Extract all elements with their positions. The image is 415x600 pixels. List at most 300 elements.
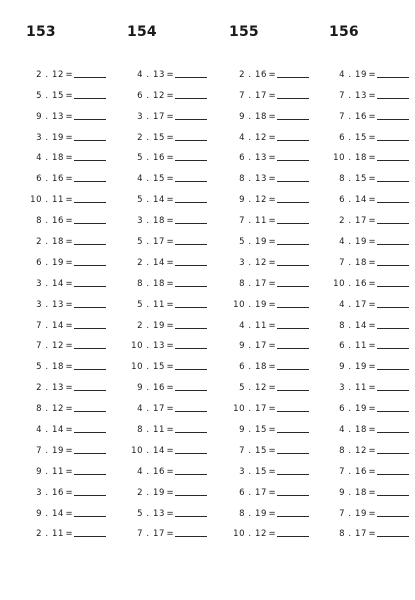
multiplication-expression: 5 . 17: [137, 237, 165, 248]
answer-blank[interactable]: [175, 368, 207, 370]
equals-sign: =: [368, 216, 376, 227]
answer-blank[interactable]: [175, 327, 207, 329]
equals-sign: =: [166, 383, 174, 394]
equals-sign: =: [268, 466, 276, 477]
problem-row: [121, 310, 213, 331]
multiplication-expression: 3 . 13: [36, 299, 64, 310]
problem-row: [121, 414, 213, 435]
answer-blank[interactable]: [377, 389, 409, 391]
equals-sign: =: [368, 487, 376, 498]
answer-blank[interactable]: [377, 139, 409, 141]
equals-sign: =: [65, 174, 73, 185]
multiplication-expression: 4 . 17: [137, 404, 165, 415]
multiplication-expression: 6 . 13: [239, 153, 267, 164]
answer-blank[interactable]: [74, 118, 106, 120]
equals-sign: =: [268, 508, 276, 519]
problem-list: [223, 59, 315, 539]
exercise-column-156: [323, 22, 415, 539]
equals-sign: =: [268, 445, 276, 456]
problem-row: [323, 143, 415, 164]
answer-blank[interactable]: [377, 118, 409, 120]
equals-sign: =: [65, 425, 73, 436]
multiplication-expression: 6 . 18: [239, 362, 267, 373]
answer-blank[interactable]: [377, 452, 409, 454]
multiplication-expression: 9 . 19: [339, 362, 367, 373]
equals-sign: =: [268, 529, 276, 540]
equals-sign: =: [166, 425, 174, 436]
problem-row: [121, 351, 213, 372]
answer-blank[interactable]: [74, 76, 106, 78]
problem-row: [20, 310, 112, 331]
problem-row: [20, 247, 112, 268]
answer-blank[interactable]: [175, 201, 207, 203]
problem-row: [121, 247, 213, 268]
multiplication-expression: 5 . 16: [137, 153, 165, 164]
problem-row: [121, 163, 213, 184]
multiplication-expression: 4 . 19: [339, 69, 367, 80]
answer-blank[interactable]: [277, 347, 309, 349]
answer-blank[interactable]: [175, 535, 207, 537]
multiplication-expression: 4 . 18: [36, 153, 64, 164]
equals-sign: =: [166, 69, 174, 80]
equals-sign: =: [268, 362, 276, 373]
problem-row: [20, 393, 112, 414]
multiplication-expression: 2 . 16: [239, 69, 267, 80]
answer-blank[interactable]: [74, 264, 106, 266]
multiplication-expression: 8 . 19: [239, 508, 267, 519]
equals-sign: =: [268, 195, 276, 206]
answer-blank[interactable]: [175, 494, 207, 496]
multiplication-expression: 10 . 12: [233, 529, 267, 540]
answer-blank[interactable]: [74, 180, 106, 182]
equals-sign: =: [166, 466, 174, 477]
problem-row: [323, 414, 415, 435]
problem-row: [20, 351, 112, 372]
answer-blank[interactable]: [74, 431, 106, 433]
problem-row: [223, 435, 315, 456]
answer-blank[interactable]: [377, 264, 409, 266]
answer-blank[interactable]: [277, 243, 309, 245]
answer-blank[interactable]: [175, 285, 207, 287]
problem-row: [323, 184, 415, 205]
exercise-number: 153: [26, 24, 56, 40]
answer-blank[interactable]: [377, 473, 409, 475]
problem-row: [20, 80, 112, 101]
answer-blank[interactable]: [74, 306, 106, 308]
answer-blank[interactable]: [74, 535, 106, 537]
answer-blank[interactable]: [175, 264, 207, 266]
equals-sign: =: [65, 341, 73, 352]
answer-blank[interactable]: [74, 347, 106, 349]
equals-sign: =: [368, 362, 376, 373]
answer-blank[interactable]: [277, 473, 309, 475]
multiplication-expression: 9 . 18: [239, 111, 267, 122]
multiplication-expression: 7 . 19: [36, 445, 64, 456]
problem-row: [223, 414, 315, 435]
equals-sign: =: [368, 132, 376, 143]
answer-blank[interactable]: [175, 97, 207, 99]
problem-row: [223, 226, 315, 247]
problem-row: [323, 122, 415, 143]
multiplication-expression: 8 . 13: [239, 174, 267, 185]
equals-sign: =: [166, 445, 174, 456]
answer-blank[interactable]: [377, 97, 409, 99]
multiplication-expression: 6 . 19: [339, 404, 367, 415]
answer-blank[interactable]: [175, 159, 207, 161]
problem-row: [323, 205, 415, 226]
answer-blank[interactable]: [74, 97, 106, 99]
answer-blank[interactable]: [175, 222, 207, 224]
answer-blank[interactable]: [377, 285, 409, 287]
answer-blank[interactable]: [175, 243, 207, 245]
answer-blank[interactable]: [175, 118, 207, 120]
equals-sign: =: [166, 508, 174, 519]
answer-blank[interactable]: [277, 410, 309, 412]
answer-blank[interactable]: [74, 494, 106, 496]
answer-blank[interactable]: [175, 473, 207, 475]
answer-blank[interactable]: [175, 306, 207, 308]
answer-blank[interactable]: [74, 201, 106, 203]
answer-blank[interactable]: [377, 243, 409, 245]
problem-row: [20, 477, 112, 498]
multiplication-expression: 2 . 17: [339, 216, 367, 227]
problem-row: [121, 498, 213, 519]
answer-blank[interactable]: [74, 285, 106, 287]
problem-row: [20, 122, 112, 143]
problem-row: [121, 80, 213, 101]
problem-row: [323, 393, 415, 414]
answer-blank[interactable]: [175, 139, 207, 141]
multiplication-expression: 8 . 12: [339, 445, 367, 456]
answer-blank[interactable]: [277, 494, 309, 496]
answer-blank[interactable]: [175, 347, 207, 349]
multiplication-expression: 7 . 19: [339, 508, 367, 519]
equals-sign: =: [166, 404, 174, 415]
problem-row: [323, 163, 415, 184]
equals-sign: =: [368, 299, 376, 310]
equals-sign: =: [268, 404, 276, 415]
equals-sign: =: [65, 216, 73, 227]
answer-blank[interactable]: [377, 494, 409, 496]
problem-row: [323, 498, 415, 519]
multiplication-expression: 2 . 13: [36, 383, 64, 394]
equals-sign: =: [268, 153, 276, 164]
equals-sign: =: [368, 404, 376, 415]
answer-blank[interactable]: [74, 368, 106, 370]
equals-sign: =: [368, 90, 376, 101]
problem-row: [223, 122, 315, 143]
multiplication-expression: 7 . 17: [239, 90, 267, 101]
equals-sign: =: [268, 216, 276, 227]
multiplication-expression: 2 . 15: [137, 132, 165, 143]
multiplication-expression: 10 . 13: [131, 341, 165, 352]
multiplication-expression: 3 . 17: [137, 111, 165, 122]
problem-row: [20, 414, 112, 435]
answer-blank[interactable]: [377, 368, 409, 370]
answer-blank[interactable]: [377, 159, 409, 161]
answer-blank[interactable]: [277, 431, 309, 433]
problem-row: [121, 101, 213, 122]
multiplication-expression: 8 . 18: [137, 278, 165, 289]
problem-row: [223, 101, 315, 122]
equals-sign: =: [166, 174, 174, 185]
multiplication-expression: 10 . 19: [233, 299, 267, 310]
problem-row: [223, 143, 315, 164]
problem-row: [323, 372, 415, 393]
problem-row: [121, 289, 213, 310]
equals-sign: =: [268, 237, 276, 248]
multiplication-expression: 5 . 14: [137, 195, 165, 206]
answer-blank[interactable]: [277, 76, 309, 78]
answer-blank[interactable]: [277, 159, 309, 161]
problem-list: [121, 59, 213, 539]
equals-sign: =: [65, 445, 73, 456]
multiplication-expression: 2 . 18: [36, 237, 64, 248]
problem-row: [323, 331, 415, 352]
multiplication-expression: 6 . 19: [36, 257, 64, 268]
problem-row: [20, 331, 112, 352]
answer-blank[interactable]: [377, 431, 409, 433]
answer-blank[interactable]: [277, 118, 309, 120]
equals-sign: =: [166, 299, 174, 310]
problem-row: [223, 80, 315, 101]
exercise-column-155: [223, 22, 315, 539]
equals-sign: =: [65, 404, 73, 415]
answer-blank[interactable]: [74, 515, 106, 517]
problem-row: [121, 205, 213, 226]
multiplication-expression: 10 . 18: [333, 153, 367, 164]
multiplication-expression: 3 . 12: [239, 257, 267, 268]
answer-blank[interactable]: [377, 347, 409, 349]
problem-row: [20, 435, 112, 456]
problem-row: [223, 351, 315, 372]
equals-sign: =: [166, 362, 174, 373]
multiplication-expression: 7 . 14: [36, 320, 64, 331]
multiplication-expression: 3 . 16: [36, 487, 64, 498]
answer-blank[interactable]: [277, 201, 309, 203]
multiplication-expression: 8 . 17: [339, 529, 367, 540]
problem-row: [323, 247, 415, 268]
problem-row: [223, 205, 315, 226]
exercise-number: 154: [127, 24, 157, 40]
multiplication-expression: 8 . 15: [339, 174, 367, 185]
equals-sign: =: [268, 111, 276, 122]
equals-sign: =: [268, 90, 276, 101]
equals-sign: =: [368, 69, 376, 80]
equals-sign: =: [268, 425, 276, 436]
answer-blank[interactable]: [277, 264, 309, 266]
problem-row: [121, 435, 213, 456]
multiplication-expression: 8 . 12: [36, 404, 64, 415]
problem-row: [323, 101, 415, 122]
problem-row: [121, 59, 213, 80]
answer-blank[interactable]: [277, 222, 309, 224]
equals-sign: =: [166, 195, 174, 206]
multiplication-expression: 3 . 18: [137, 216, 165, 227]
multiplication-expression: 5 . 15: [36, 90, 64, 101]
answer-blank[interactable]: [74, 327, 106, 329]
problem-row: [121, 268, 213, 289]
answer-blank[interactable]: [74, 410, 106, 412]
problem-row: [20, 498, 112, 519]
problem-row: [121, 393, 213, 414]
problem-row: [323, 477, 415, 498]
problem-row: [323, 268, 415, 289]
multiplication-expression: 10 . 15: [131, 362, 165, 373]
answer-blank[interactable]: [74, 452, 106, 454]
answer-blank[interactable]: [377, 201, 409, 203]
equals-sign: =: [65, 487, 73, 498]
equals-sign: =: [268, 341, 276, 352]
multiplication-expression: 7 . 17: [137, 529, 165, 540]
answer-blank[interactable]: [175, 431, 207, 433]
equals-sign: =: [368, 257, 376, 268]
multiplication-expression: 8 . 16: [36, 216, 64, 227]
equals-sign: =: [65, 383, 73, 394]
answer-blank[interactable]: [277, 368, 309, 370]
problem-row: [20, 456, 112, 477]
answer-blank[interactable]: [175, 180, 207, 182]
problem-row: [121, 143, 213, 164]
answer-blank[interactable]: [74, 473, 106, 475]
answer-blank[interactable]: [175, 389, 207, 391]
answer-blank[interactable]: [277, 327, 309, 329]
answer-blank[interactable]: [377, 180, 409, 182]
problem-row: [223, 393, 315, 414]
multiplication-expression: 4 . 13: [137, 69, 165, 80]
equals-sign: =: [268, 487, 276, 498]
problem-row: [20, 289, 112, 310]
multiplication-expression: 9 . 18: [339, 487, 367, 498]
multiplication-expression: 6 . 11: [339, 341, 367, 352]
multiplication-expression: 10 . 11: [30, 195, 64, 206]
answer-blank[interactable]: [277, 97, 309, 99]
answer-blank[interactable]: [377, 306, 409, 308]
equals-sign: =: [368, 341, 376, 352]
equals-sign: =: [65, 466, 73, 477]
answer-blank[interactable]: [175, 410, 207, 412]
answer-blank[interactable]: [377, 535, 409, 537]
equals-sign: =: [368, 174, 376, 185]
multiplication-expression: 6 . 16: [36, 174, 64, 185]
multiplication-expression: 2 . 14: [137, 257, 165, 268]
problem-row: [323, 310, 415, 331]
equals-sign: =: [166, 529, 174, 540]
answer-blank[interactable]: [377, 327, 409, 329]
answer-blank[interactable]: [74, 389, 106, 391]
multiplication-expression: 9 . 16: [137, 383, 165, 394]
answer-blank[interactable]: [175, 452, 207, 454]
answer-blank[interactable]: [377, 222, 409, 224]
problem-row: [121, 184, 213, 205]
problem-row: [323, 435, 415, 456]
answer-blank[interactable]: [277, 389, 309, 391]
equals-sign: =: [65, 362, 73, 373]
multiplication-expression: 7 . 15: [239, 445, 267, 456]
problem-row: [223, 289, 315, 310]
problem-row: [323, 226, 415, 247]
multiplication-expression: 9 . 11: [36, 466, 64, 477]
equals-sign: =: [166, 132, 174, 143]
answer-blank[interactable]: [277, 515, 309, 517]
exercise-number: 156: [329, 24, 359, 40]
answer-blank[interactable]: [175, 515, 207, 517]
multiplication-expression: 9 . 12: [239, 195, 267, 206]
multiplication-expression: 7 . 16: [339, 466, 367, 477]
answer-blank[interactable]: [377, 410, 409, 412]
answer-blank[interactable]: [377, 515, 409, 517]
equals-sign: =: [65, 132, 73, 143]
problem-row: [223, 477, 315, 498]
equals-sign: =: [368, 237, 376, 248]
multiplication-expression: 6 . 15: [339, 132, 367, 143]
equals-sign: =: [65, 90, 73, 101]
equals-sign: =: [65, 257, 73, 268]
problem-row: [223, 498, 315, 519]
answer-blank[interactable]: [277, 306, 309, 308]
problem-row: [20, 226, 112, 247]
problem-row: [121, 372, 213, 393]
multiplication-expression: 5 . 12: [239, 383, 267, 394]
problem-row: [223, 163, 315, 184]
answer-blank[interactable]: [74, 139, 106, 141]
equals-sign: =: [268, 174, 276, 185]
problem-row: [223, 184, 315, 205]
answer-blank[interactable]: [277, 180, 309, 182]
multiplication-expression: 6 . 17: [239, 487, 267, 498]
multiplication-expression: 9 . 13: [36, 111, 64, 122]
multiplication-expression: 2 . 19: [137, 320, 165, 331]
equals-sign: =: [368, 278, 376, 289]
answer-blank[interactable]: [277, 452, 309, 454]
problem-row: [20, 372, 112, 393]
answer-blank[interactable]: [377, 76, 409, 78]
equals-sign: =: [65, 320, 73, 331]
equals-sign: =: [268, 132, 276, 143]
multiplication-expression: 10 . 14: [131, 445, 165, 456]
equals-sign: =: [368, 466, 376, 477]
problem-row: [223, 456, 315, 477]
equals-sign: =: [166, 153, 174, 164]
answer-blank[interactable]: [277, 285, 309, 287]
answer-blank[interactable]: [277, 139, 309, 141]
answer-blank[interactable]: [74, 243, 106, 245]
multiplication-expression: 5 . 11: [137, 299, 165, 310]
multiplication-expression: 7 . 12: [36, 341, 64, 352]
equals-sign: =: [368, 508, 376, 519]
equals-sign: =: [268, 278, 276, 289]
answer-blank[interactable]: [74, 159, 106, 161]
equals-sign: =: [268, 320, 276, 331]
exercise-column-153: [20, 22, 112, 539]
exercise-column-154: [121, 22, 213, 539]
equals-sign: =: [368, 111, 376, 122]
problem-row: [323, 289, 415, 310]
equals-sign: =: [166, 111, 174, 122]
multiplication-expression: 4 . 19: [339, 237, 367, 248]
multiplication-expression: 7 . 16: [339, 111, 367, 122]
multiplication-expression: 5 . 13: [137, 508, 165, 519]
equals-sign: =: [368, 529, 376, 540]
answer-blank[interactable]: [74, 222, 106, 224]
equals-sign: =: [65, 237, 73, 248]
answer-blank[interactable]: [175, 76, 207, 78]
multiplication-expression: 4 . 11: [239, 320, 267, 331]
answer-blank[interactable]: [277, 535, 309, 537]
problem-row: [121, 331, 213, 352]
problem-row: [121, 519, 213, 540]
equals-sign: =: [368, 320, 376, 331]
